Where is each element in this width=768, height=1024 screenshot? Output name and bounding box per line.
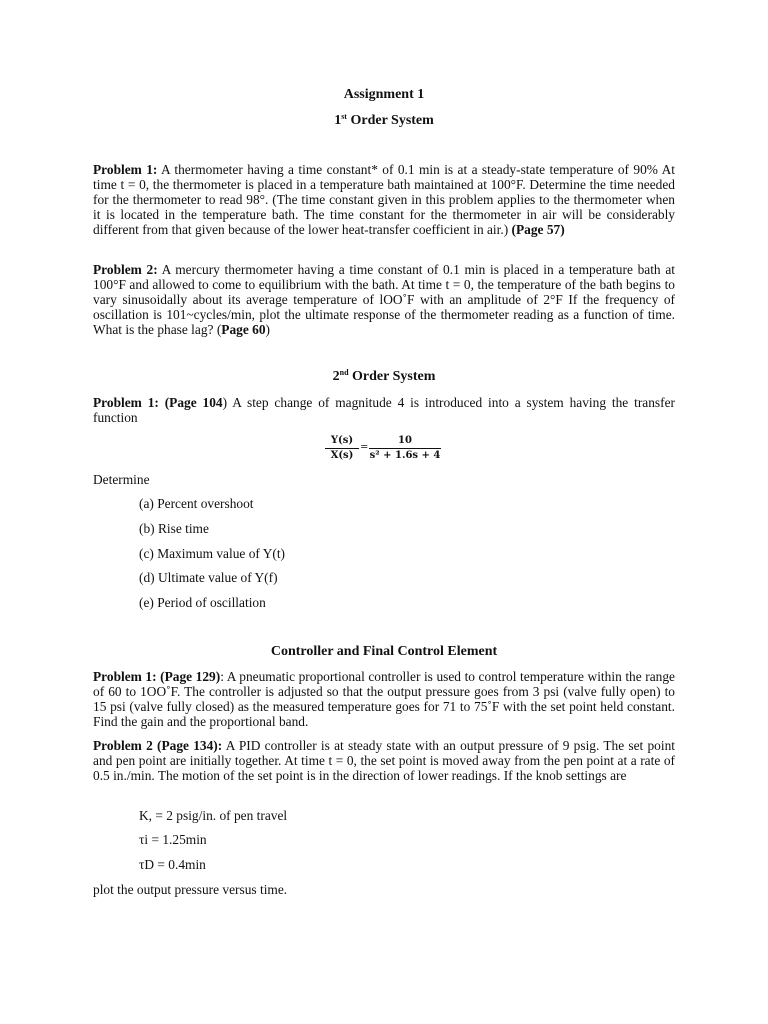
list-item: (e) Period of oscillation [139,595,266,610]
knob-setting: τD = 0.4min [139,857,206,872]
problem-label: Problem 2 (Page 134): [93,738,223,753]
controller-problem-2 [93,738,675,783]
problem-text: A PID controller is at steady state with an output pressure of 9 psig. The set point and pen point are initially together. At time t = 0, the set point is moved away from the pen point at a rate of 0.5 in./min. The motion of the set point is in the direction of lower readings. If the knob settings are [93,738,676,783]
page-reference: (Page 57) [511,222,565,237]
formula-lhs-denominator: X(s) [330,450,354,461]
page-reference: (Page 129) [156,669,221,684]
problem-text-tail: ) [265,322,271,337]
closing-instruction: plot the output pressure versus time. [93,882,288,897]
formula-rhs [369,434,441,463]
document-title: Assignment 1 [343,87,425,102]
second-order-problem-1 [93,395,675,425]
formula-rhs-denominator: s² + 1.6s + 4 [369,450,441,461]
knob-setting: K, = 2 psig/in. of pen travel [139,808,288,823]
problem-label: Problem 1: [93,669,157,684]
section-heading-second-order [93,369,675,385]
heading-text: Order System [346,113,434,128]
heading-number: 2 [332,369,340,384]
formula-lhs-numerator: Y(s) [330,435,354,446]
problem-text: : A pneumatic proportional controller is used to control temperature within the range of 60 to 1OO˚F. The controller is adjusted so that the output pressure goes from 3 psi (valve fully open) to 15 psi (valve fully closed) as the measured temperature goes for 71 to 75˚F with the set point held constant. Find the gain and the proportional band. [93,669,675,729]
page-reference: Page 60 [221,322,266,337]
page-reference: (Page 104 [158,395,223,410]
problem-text: A thermometer having a time constant* of 0.1 min is at a steady-state temperature of 90% At time t = 0, the thermometer is placed in a temperature bath maintained at 100°F. Determine the time needed for the thermometer to read 98°. (The time constant given in this problem applies to the thermometer when it is located in the temperature bath. The time constant for the thermometer in air will be considerably different from that given because of the lower heat-transfer coefficient in air.) [93,162,675,237]
heading-number: 1 [334,113,342,128]
problem-label: Problem 1: [93,162,158,177]
problem-label: Problem 1: [93,395,159,410]
knob-setting: τi = 1.25min [139,832,207,847]
problem-text: ) A step change of magnitude 4 is introduced into a system having the transfer function [93,395,675,425]
formula-rhs-numerator: 10 [398,435,412,446]
determine-label: Determine [93,472,150,487]
problem-label: Problem 2: [93,262,158,277]
list-item: (a) Percent overshoot [139,496,254,511]
list-item: (b) Rise time [139,521,209,536]
formula-equals: = [360,442,369,453]
heading-superscript: st [341,112,347,121]
first-order-problem-1 [93,162,675,237]
controller-problem-1 [93,669,675,729]
heading-text: Order System [348,369,436,384]
first-order-problem-2 [93,262,675,337]
formula-lhs [325,434,359,463]
section-heading-controller: Controller and Final Control Element [270,644,498,659]
problem-text: A mercury thermometer having a time constant of 0.1 min is placed in a temperature bath at 100°F and allowed to come to equilibrium with the bath. At time t = 0, the temperature of the bath begins to vary sinusoidally about its average temperature of lOO˚F with an amplitude of 2°F If the frequency of oscillation is 101~cycles/min, plot the ultimate response of the thermometer reading as a function of time. What is the phase lag? ( [93,262,675,337]
list-item: (d) Ultimate value of Y(f) [139,570,278,585]
heading-superscript: nd [339,368,349,377]
section-heading-first-order [93,113,675,129]
list-item: (c) Maximum value of Y(t) [139,546,286,561]
transfer-function-formula [325,434,445,466]
